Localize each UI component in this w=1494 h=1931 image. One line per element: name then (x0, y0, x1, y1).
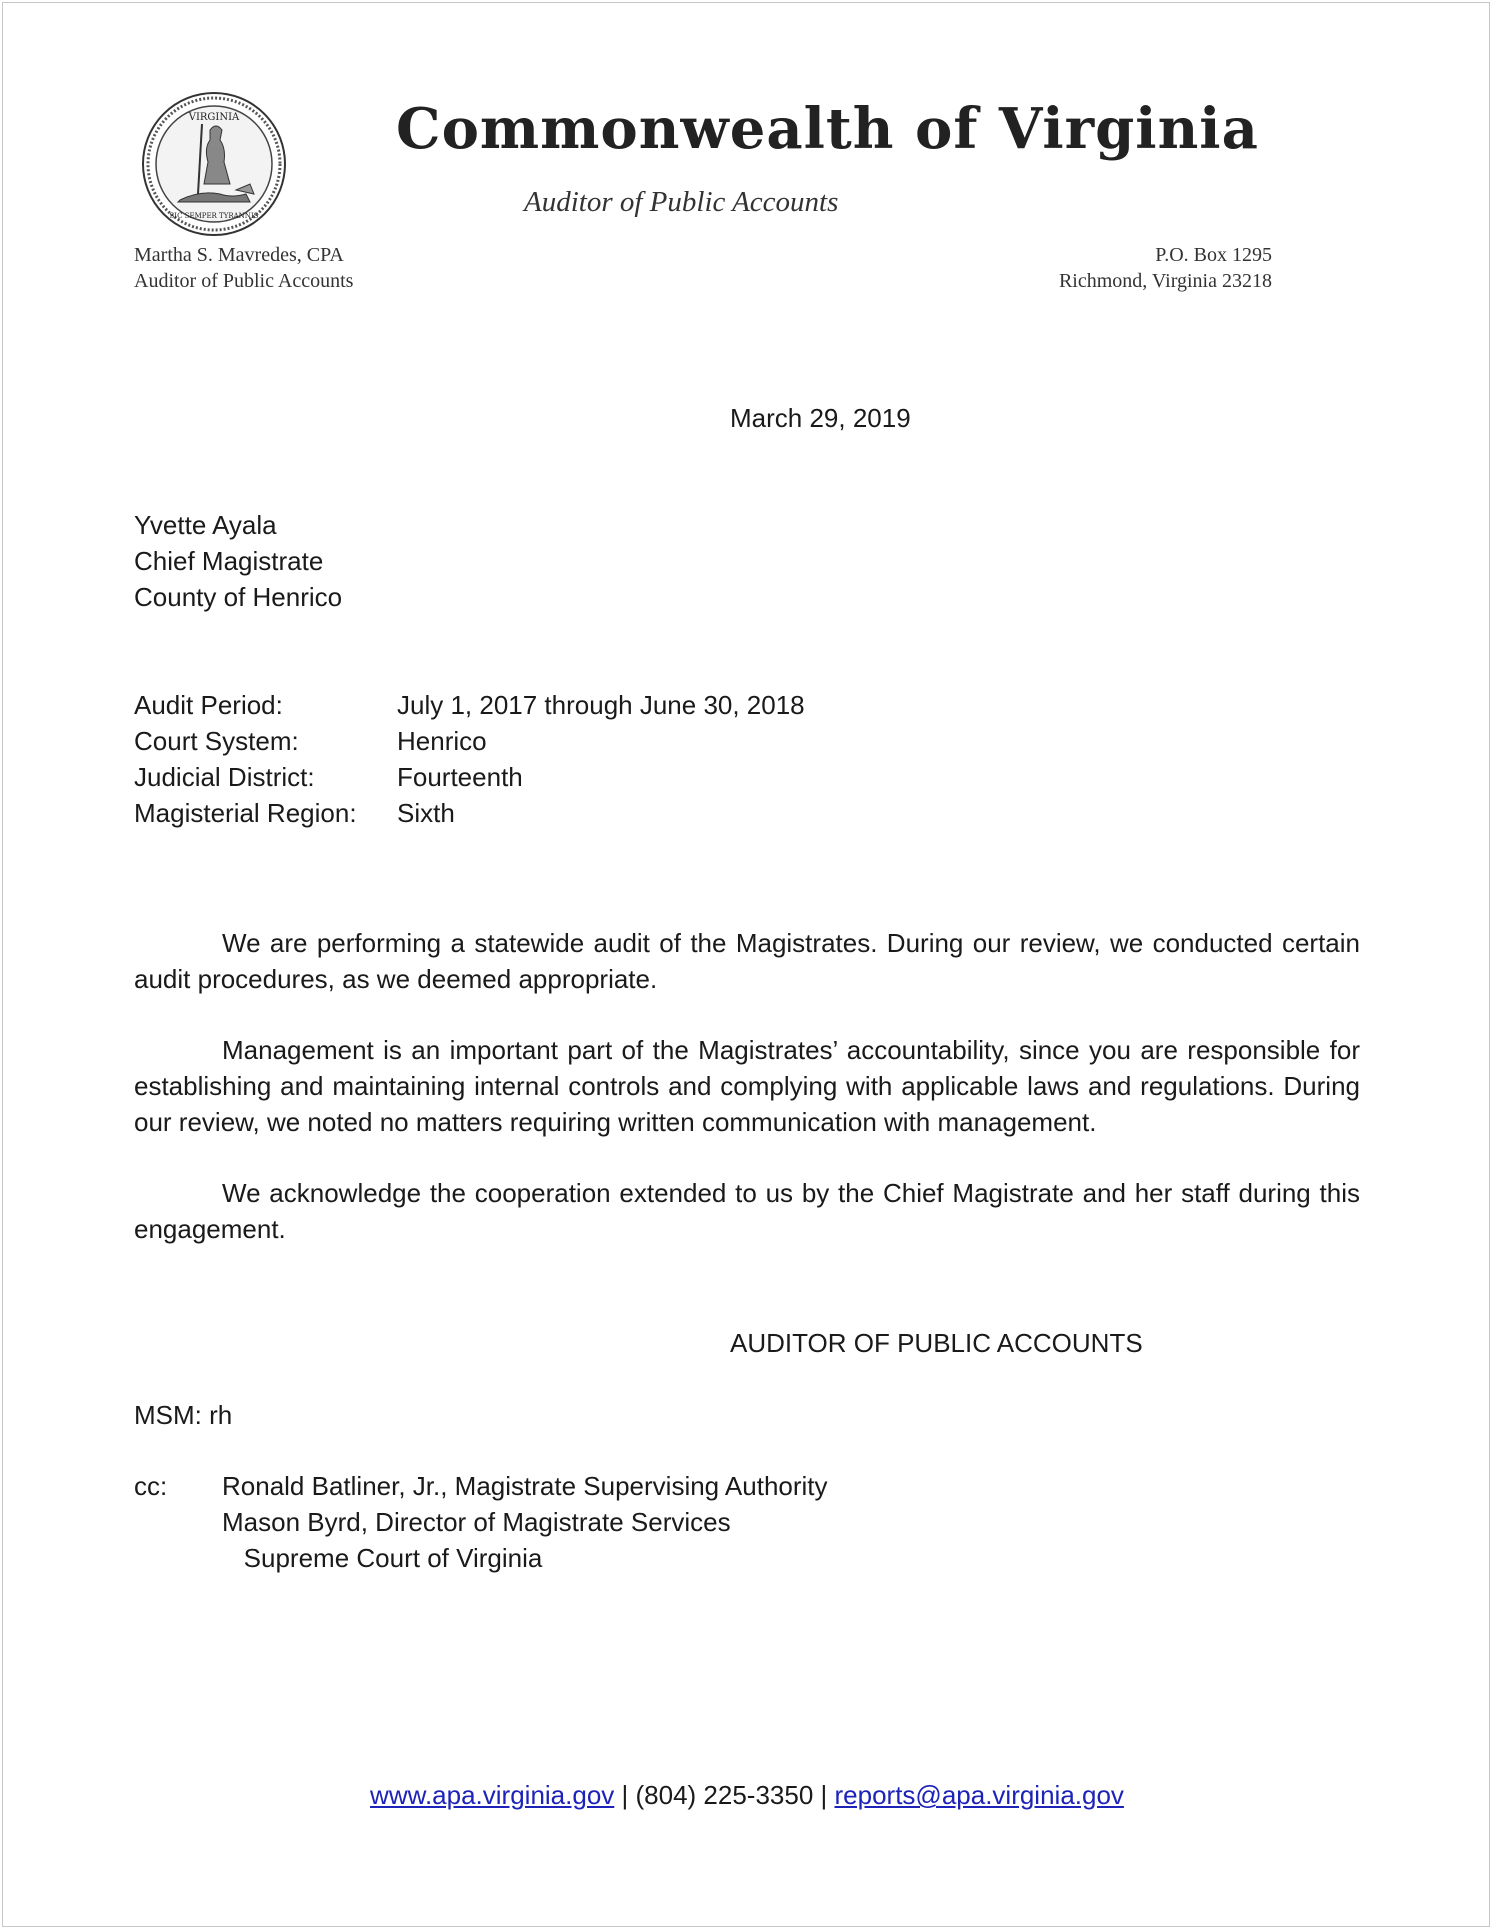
recipient-block (134, 507, 342, 615)
signoff: AUDITOR OF PUBLIC ACCOUNTS (730, 1328, 1143, 1358)
virginia-seal-icon (140, 90, 288, 238)
cc-block (134, 1468, 828, 1576)
audit-info-value: Sixth (397, 798, 455, 828)
cc-recipient: Mason Byrd, Director of Magistrate Services (222, 1507, 731, 1537)
footer-separator: | (614, 1780, 636, 1810)
footer-separator: | (813, 1780, 835, 1810)
cc-spacer (134, 1504, 222, 1540)
footer (0, 1777, 1494, 1813)
cc-recipient: Supreme Court of Virginia (222, 1543, 543, 1573)
cc-recipient: Ronald Batliner, Jr., Magistrate Supervising Authority (222, 1471, 828, 1501)
auditor-title: Auditor of Public Accounts (134, 270, 354, 292)
body-paragraph: Management is an important part of the Magistrates’ accountability, since you are responsible for establishing and maintaining internal controls and complying with applicable laws and regulations. During our review, we noted no matters requiring written communication with management. (134, 1035, 1360, 1137)
letterhead-title: Commonwealth of Virginia (396, 96, 1259, 162)
cc-row (134, 1468, 828, 1504)
audit-info-label: Judicial District: (134, 762, 315, 792)
audit-info-value: Fourteenth (397, 762, 523, 792)
recipient-org: County of Henrico (134, 582, 343, 612)
website-link[interactable]: www.apa.virginia.gov (370, 1780, 615, 1810)
audit-info-label: Audit Period: (134, 690, 283, 720)
letterhead-right-block (1059, 242, 1272, 294)
auditor-name: Martha S. Mavredes, CPA (134, 244, 344, 266)
seal-motto: SIC SEMPER TYRANNIS (169, 212, 259, 220)
audit-info-label: Court System: (134, 726, 299, 756)
recipient-title: Chief Magistrate (134, 546, 324, 576)
phone-number: (804) 225-3350 (635, 1780, 814, 1810)
audit-info-row (134, 759, 805, 795)
body-paragraph: We are performing a statewide audit of the Magistrates. During our review, we conducted certain audit procedures, as we deemed appropriate. (134, 928, 1360, 994)
audit-info-value: July 1, 2017 through June 30, 2018 (397, 690, 805, 720)
seal-text: VIRGINIA (188, 112, 240, 123)
cc-row (134, 1504, 828, 1540)
body-paragraph: We acknowledge the cooperation extended to us by the Chief Magistrate and her staff during this engagement. (134, 1178, 1360, 1244)
audit-info-label: Magisterial Region: (134, 798, 357, 828)
cc-row (134, 1540, 828, 1576)
po-box: P.O. Box 1295 (1155, 244, 1272, 266)
audit-info-row (134, 795, 805, 831)
audit-info-row (134, 723, 805, 759)
letter-date: March 29, 2019 (730, 403, 911, 433)
cc-spacer (134, 1540, 222, 1576)
audit-info-block (134, 687, 805, 831)
recipient-name: Yvette Ayala (134, 510, 277, 540)
audit-info-value: Henrico (397, 726, 487, 756)
typist-initials: MSM: rh (134, 1400, 233, 1430)
email-link[interactable]: reports@apa.virginia.gov (834, 1780, 1124, 1810)
letterhead-subtitle: Auditor of Public Accounts (524, 186, 839, 218)
cc-label: cc: (134, 1471, 168, 1501)
city-address: Richmond, Virginia 23218 (1058, 270, 1272, 292)
letterhead-left-block (134, 242, 353, 294)
audit-info-row (134, 687, 805, 723)
